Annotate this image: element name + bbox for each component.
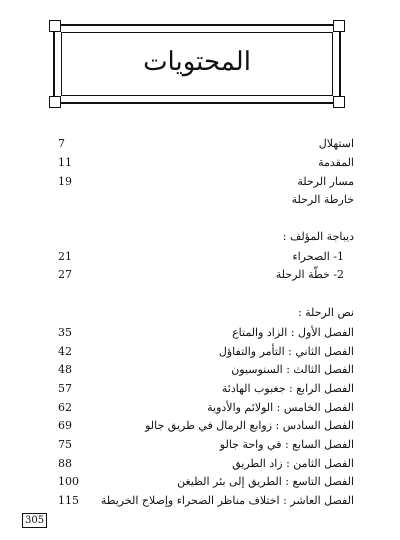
- toc-entry-label: 2- خطّة الرحلة: [275, 268, 344, 281]
- toc-entry-page: 21: [58, 250, 72, 263]
- toc-entry-label: الفصل الثامن : زاد الطريق: [232, 457, 354, 470]
- toc-entry: [58, 344, 354, 360]
- toc-entry-label: مسار الرحلة: [297, 175, 354, 188]
- toc-entry-label: الفصل العاشر : اختلاف مناظر الصحراء وإصلاح الخريطة: [100, 494, 354, 507]
- toc-entry-label: الفصل الثالث : السنوسيون: [231, 363, 354, 376]
- toc-entry: [58, 249, 354, 265]
- toc-entry-label: استهلال: [318, 137, 354, 150]
- toc-entry-label: الفصل التاسع : الطريق إلى بئر الظيغن: [177, 475, 354, 488]
- toc-entry: [58, 456, 354, 472]
- toc-entry-label: الفصل الأول : الزاد والمتاع: [232, 326, 354, 339]
- toc-entry: [58, 325, 354, 341]
- toc-entry: [58, 381, 354, 397]
- toc-entry-page: 115: [58, 494, 79, 507]
- folio-page-number: 305: [22, 513, 47, 528]
- section-heading-journey-text: نص الرحلة :: [297, 306, 354, 319]
- section-heading-author-preface: ديباجة المؤلف :: [282, 230, 354, 243]
- toc-entry-label: الفصل الثاني : التأمر والتفاؤل: [218, 345, 354, 358]
- toc-entry: [58, 418, 354, 434]
- toc-entry-page: 42: [58, 345, 72, 358]
- toc-entry-label: الفصل السابع : في واحة جالو: [219, 438, 354, 451]
- toc-entry-page: 27: [58, 268, 72, 281]
- toc-entry-page: 35: [58, 326, 72, 339]
- toc-entry-page: 100: [58, 475, 79, 488]
- toc-entry-label: المقدمة: [318, 156, 354, 169]
- toc-entry-page: 75: [58, 438, 72, 451]
- title-frame: [53, 24, 341, 104]
- title-frame-inner: [61, 32, 333, 96]
- toc-entry: [58, 362, 354, 378]
- toc-entry-label: 1- الصحراء: [292, 250, 344, 263]
- toc-entry: [58, 437, 354, 453]
- frame-corner-ornament: [49, 96, 61, 108]
- toc-entry: [58, 136, 354, 152]
- toc-entry-label: الفصل السادس : زوابع الرمال في طريق جالو: [145, 419, 354, 432]
- toc-entry-page: 19: [58, 175, 72, 188]
- toc-entry: [58, 267, 354, 283]
- toc-entry-label: الفصل الرابع : جغبوب الهادئة: [221, 382, 354, 395]
- toc-entry-label: الفصل الخامس : الولائم والأدوية: [207, 401, 354, 414]
- toc-entry: [58, 174, 354, 190]
- toc-entry-page: 11: [58, 156, 72, 169]
- toc-entry-page: 62: [58, 401, 72, 414]
- page-title: المحتويات: [143, 47, 251, 77]
- frame-corner-ornament: [49, 20, 61, 32]
- frame-corner-ornament: [333, 96, 345, 108]
- toc-entry: [58, 155, 354, 171]
- toc-entry: [58, 474, 354, 490]
- frame-corner-ornament: [333, 20, 345, 32]
- toc-entry: [58, 400, 354, 416]
- toc-entry-page: 88: [58, 457, 72, 470]
- toc-entry-label: خارطة الرحلة: [291, 193, 354, 206]
- toc-entry-page: 57: [58, 382, 72, 395]
- toc-entry: [58, 192, 354, 208]
- toc-entry-page: 7: [58, 137, 65, 150]
- toc-entry: [58, 493, 354, 509]
- toc-entry-page: 69: [58, 419, 72, 432]
- toc-entry-page: 48: [58, 363, 72, 376]
